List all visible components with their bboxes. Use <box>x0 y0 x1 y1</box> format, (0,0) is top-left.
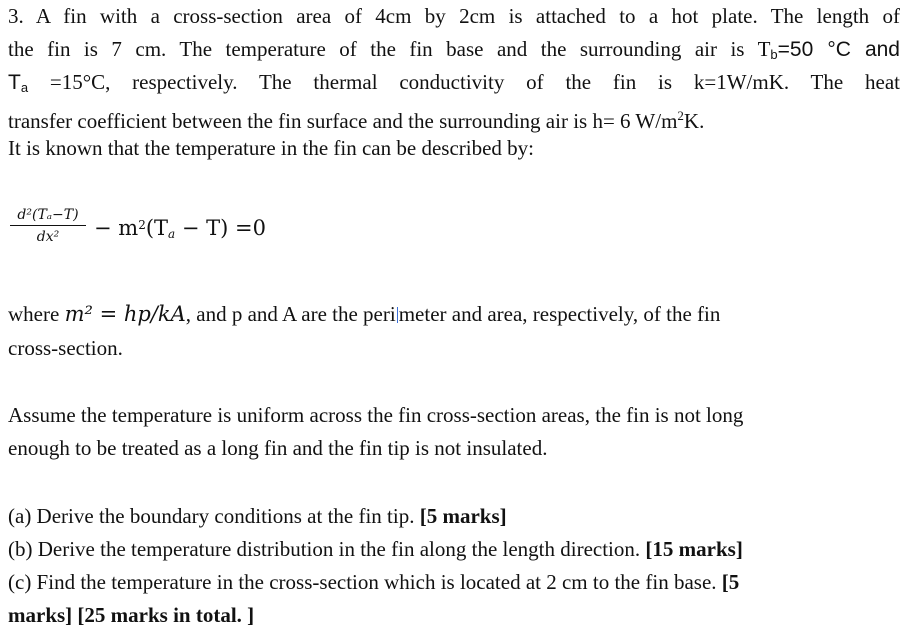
part-c-continued <box>8 599 254 632</box>
governing-equation <box>8 206 428 266</box>
part-b-marks: [15 marks] <box>645 537 743 561</box>
where-line-2: cross-section. <box>8 336 123 360</box>
part-b: (b) Derive the temperature distribution in the fin along the length direction. [15 marks] <box>8 537 743 561</box>
fraction-bar <box>10 225 86 226</box>
problem-line-5: It is known that the temperature in the fin can be described by: <box>8 136 534 160</box>
part-a: (a) Derive the boundary conditions at the fin tip. [5 marks] <box>8 504 507 528</box>
equation-fraction <box>8 206 88 247</box>
part-a-marks: [5 marks] <box>419 504 507 528</box>
total-marks: marks] [25 marks in total. ] <box>8 603 255 627</box>
problem-line-2: the fin is 7 cm. The temperature of the fin base and the surrounding air is $T_b=50$ °C and <box>8 37 900 62</box>
part-c: (c) Find the temperature in the cross-section which is located at 2 cm to the fin base. [5 <box>8 570 740 594</box>
problem-line-4: transfer coefficient between the fin surface and the surrounding air is h= 6 $W/m^2K$. <box>8 108 705 133</box>
assume-line-2: enough to be treated as a long fin and the fin tip is not insulated. <box>8 436 548 460</box>
equation-numerator: d²(Tₐ−T) <box>17 207 79 223</box>
equation-remainder: − $m^2(Ta - T) =0$ <box>94 216 266 241</box>
problem-line-3: $T_a =15^\circ C$, respectively. The thermal conductivity of the fin is k=1W/mK. The heat <box>8 70 900 95</box>
part-c-marks: [5 <box>721 570 740 594</box>
equation-denominator: dx² <box>36 229 60 245</box>
assume-line-1: Assume the temperature is uniform across the fin cross-section areas, the fin is not long <box>8 403 744 427</box>
text-cursor <box>397 307 398 323</box>
where-math: m² = hp/kA <box>64 302 186 326</box>
problem-line-1: 3. A fin with a cross-section area of 4cm by 2cm is attached to a hot plate. The length of <box>8 4 900 28</box>
where-line-1: where m² = hp/kA, and p and A are the peri meter and area, respectively, of the fin <box>8 302 721 326</box>
